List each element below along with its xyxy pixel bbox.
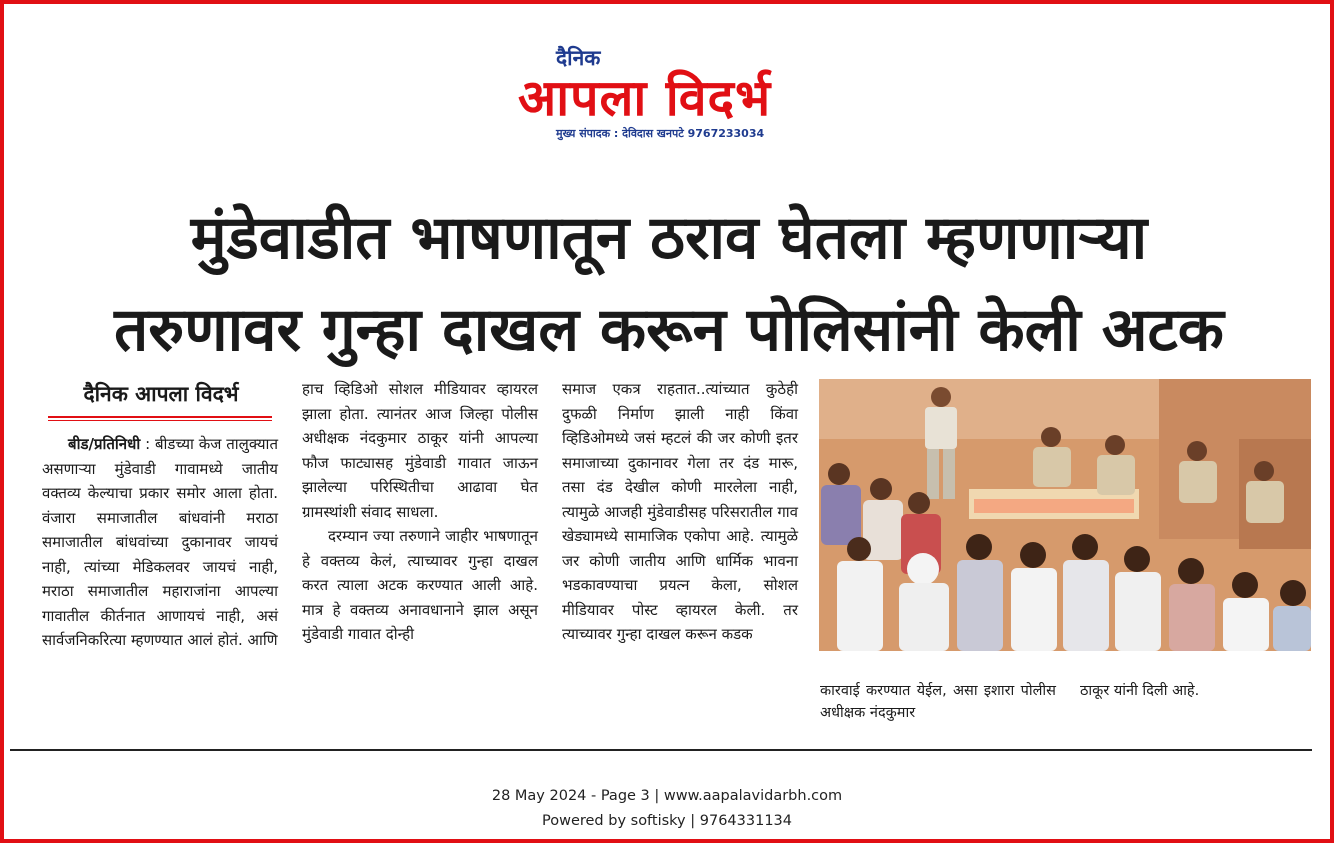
editor-value: देविदास खनपटे 9767233034: [622, 127, 765, 140]
footer-line-2: Powered by softisky | 9764331134: [541, 813, 792, 829]
byline: दैनिक आपला विदर्भ: [83, 382, 239, 406]
byline-rule: [48, 416, 272, 418]
masthead-editor: [556, 126, 764, 141]
masthead-big-title: आपला विदर्भ: [518, 69, 772, 127]
article-column-1: [42, 432, 278, 653]
article-column-3: [562, 377, 798, 647]
headline-line-1: मुंडेवाडीत भाषणातून ठराव घेतला म्हणणाऱ्या: [190, 203, 1148, 273]
footer-line-1: 28 May 2024 - Page 3 | www.aapalavidarbh.com: [491, 788, 843, 804]
headline: [24, 192, 1314, 376]
editor-label: मुख्य संपादक :: [556, 127, 619, 140]
column-2-paragraph-2: दरम्यान ज्या तरुणाने जाहीर भाषणातून हे वक्तव्य केलं, त्याच्यावर गुन्हा दाखल करत त्याला अटक करण्यात आली आहे. मात्र हे वक्तव्य अनावधानाने झाल असून मुंडेवाडी गावात दोन्ही: [302, 527, 538, 643]
byline-rule-thin: [48, 420, 272, 421]
headline-line-2: तरुणावर गुन्हा दाखल करून पोलिसांनी केली अटक: [114, 295, 1224, 365]
column-1-text: : बीडच्या केज तालुक्यात असणाऱ्या मुंडेवाडी गावामध्ये जातीय वक्तव्य केल्याचा प्रकार समोर आला होता. वंजारा समाजातील बांधवांनी मराठा समाजातील बांधवांच्या दुकानावर जायचं नाही, त्यांच्या मेडिकलवर जायचं नाही, मराठा समाजातील महाराजांना आपल्या गावातील कीर्तनात आणायचं नाही, असं सार्वजनिकरित्या म्हणण्यात आलं होतं. आणि: [42, 435, 278, 649]
dateline: बीड/प्रतिनिधी: [68, 435, 141, 453]
news-photo: [819, 379, 1311, 651]
article-column-2: [302, 377, 538, 647]
bottom-rule: [10, 749, 1312, 751]
photo-illustration: [819, 379, 1311, 651]
caption-column-2: ठाकूर यांनी दिली आहे.: [1080, 683, 1200, 699]
masthead-small-title: दैनिक: [556, 46, 601, 70]
caption-column-1: कारवाई करण्यात येईल, असा इशारा पोलीस अधीक्षक नंदकुमार: [820, 683, 1056, 721]
column-2-paragraph-1: हाच व्हिडिओ सोशल मीडियावर व्हायरल झाला होता. त्यानंतर आज जिल्हा पोलीस अधीक्षक नंदकुमार ठाकूर यांनी आपल्या फौज फाट्यासह मुंडेवाडी गावात जाऊन झालेल्या परिस्थितीचा आढावा घेत ग्रामस्थांशी संवाद साधला.: [302, 380, 538, 521]
byline-box: [48, 376, 274, 426]
footer: [4, 784, 1330, 834]
column-3-text: समाज एकत्र राहतात..त्यांच्यात कुठेही दुफळी निर्माण झाली नाही किंवा व्हिडिओमध्ये जसं म्हटलं की जर कोणी इतर समाजाच्या दुकानावर गेला तर दंड मारू, तसा दंड देखील कोणी मारलेला नाही, त्यामुळे आजही मुंडेवाडीसह परिसरातील गाव खेड्यामध्ये सामाजिक एकोपा आहे. त्यामुळे जर कोणी जातीय आणि धार्मिक भावना भडकावण्याचा प्रयत्न केला, सोशल मीडियावर पोस्ट व्हायरल केली. तर त्याच्यावर गुन्हा दाखल करून कडक: [562, 380, 798, 643]
masthead: [504, 44, 844, 144]
